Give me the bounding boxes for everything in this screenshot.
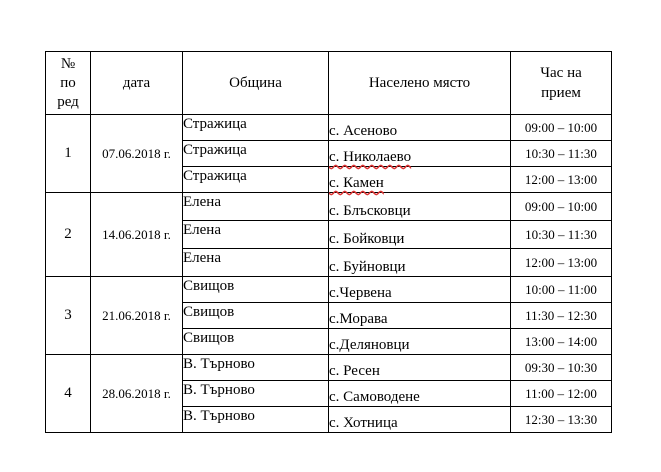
- settlement-cell: с.Морава: [329, 303, 511, 329]
- table-row: [46, 277, 612, 303]
- municipality-cell: Свищов: [183, 329, 329, 355]
- settlement-cell: с. Бойковци: [329, 221, 511, 249]
- group-number: 2: [46, 193, 91, 277]
- header-time: [511, 52, 612, 115]
- group-date: 07.06.2018 г.: [91, 115, 183, 193]
- settlement-cell: [329, 167, 511, 193]
- municipality-cell: Стражица: [183, 141, 329, 167]
- header-date: дата: [91, 52, 183, 115]
- settlement-cell: с. Асеново: [329, 115, 511, 141]
- settlement-cell: с. Ресен: [329, 355, 511, 381]
- time-cell: 10:30 – 11:30: [511, 221, 612, 249]
- settlement-cell: [329, 141, 511, 167]
- time-cell: 13:00 – 14:00: [511, 329, 612, 355]
- table-row: [46, 115, 612, 141]
- settlement-cell: с.Червена: [329, 277, 511, 303]
- time-cell: 11:30 – 12:30: [511, 303, 612, 329]
- header-settlement: Населено място: [329, 52, 511, 115]
- municipality-cell: Свищов: [183, 303, 329, 329]
- group-number: 1: [46, 115, 91, 193]
- municipality-cell: В. Търново: [183, 355, 329, 381]
- header-municipality: Община: [183, 52, 329, 115]
- time-cell: 12:30 – 13:30: [511, 407, 612, 433]
- group-date: 21.06.2018 г.: [91, 277, 183, 355]
- settlement-text: с. Николаево: [329, 149, 412, 165]
- header-time-line1: Час на: [540, 65, 582, 81]
- header-number-line3: ред: [57, 93, 79, 110]
- municipality-cell: В. Търново: [183, 407, 329, 433]
- time-cell: 10:30 – 11:30: [511, 141, 612, 167]
- municipality-cell: Стражица: [183, 167, 329, 193]
- table-row: [46, 193, 612, 221]
- settlement-cell: с. Блъсковци: [329, 193, 511, 221]
- municipality-cell: В. Търново: [183, 381, 329, 407]
- municipality-cell: Елена: [183, 193, 329, 221]
- schedule-table: [45, 51, 612, 433]
- settlement-cell: с.Деляновци: [329, 329, 511, 355]
- header-number-line1: №: [60, 55, 76, 72]
- time-cell: 09:00 – 10:00: [511, 193, 612, 221]
- header-number-line2: по: [60, 74, 76, 91]
- header-time-line2: прием: [541, 85, 581, 101]
- group-number: 4: [46, 355, 91, 433]
- time-cell: 09:00 – 10:00: [511, 115, 612, 141]
- group-number: 3: [46, 277, 91, 355]
- time-cell: 10:00 – 11:00: [511, 277, 612, 303]
- settlement-cell: с. Буйновци: [329, 249, 511, 277]
- municipality-cell: Елена: [183, 221, 329, 249]
- time-cell: 09:30 – 10:30: [511, 355, 612, 381]
- settlement-cell: с. Хотница: [329, 407, 511, 433]
- table-row: [46, 355, 612, 381]
- group-date: 28.06.2018 г.: [91, 355, 183, 433]
- municipality-cell: Елена: [183, 249, 329, 277]
- municipality-cell: Свищов: [183, 277, 329, 303]
- time-cell: 12:00 – 13:00: [511, 249, 612, 277]
- municipality-cell: Стражица: [183, 115, 329, 141]
- header-number: [46, 52, 91, 115]
- header-row: [46, 52, 612, 115]
- settlement-text: с. Камен: [329, 175, 384, 191]
- time-cell: 12:00 – 13:00: [511, 167, 612, 193]
- group-date: 14.06.2018 г.: [91, 193, 183, 277]
- time-cell: 11:00 – 12:00: [511, 381, 612, 407]
- settlement-cell: с. Самоводене: [329, 381, 511, 407]
